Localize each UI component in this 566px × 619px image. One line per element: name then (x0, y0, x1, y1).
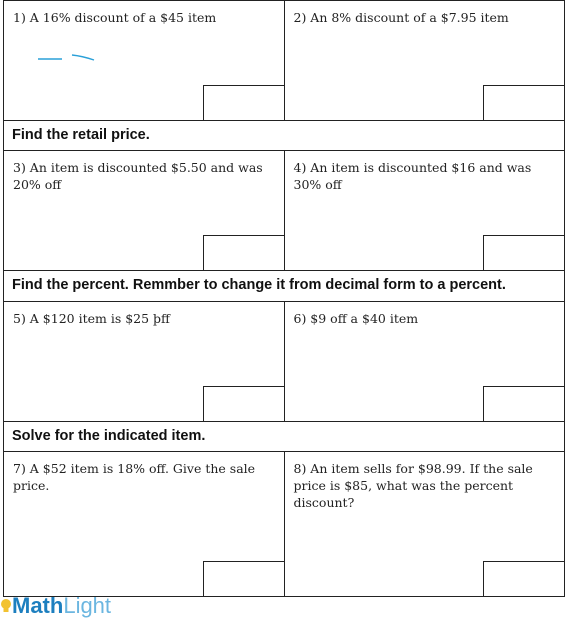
section-header-row-percent (3, 271, 565, 302)
problem-5-text: 5) A $120 item is $25 þff (13, 311, 170, 326)
problem-4-text: 4) An item is discounted $16 and was 30% off (293, 160, 532, 192)
problem-row-2 (3, 151, 565, 271)
section-header-row-retail (3, 121, 565, 151)
problem-row-1 (3, 0, 565, 121)
problem-row-3 (3, 302, 565, 422)
answer-box-4[interactable] (483, 235, 565, 271)
answer-box-2[interactable] (483, 85, 565, 121)
problem-cell-7 (4, 452, 284, 596)
problem-cell-4 (284, 151, 565, 270)
problem-row-4 (3, 452, 565, 597)
problem-cell-2 (284, 1, 565, 120)
section-header-row-solve (3, 422, 565, 452)
section-header-retail: Find the retail price. (12, 127, 150, 143)
problem-8-text: 8) An item sells for $98.99. If the sale price is $85, what was the percent discount? (293, 461, 533, 510)
problem-1-text: 1) A 16% discount of a $45 item (13, 10, 217, 25)
problem-2-text: 2) An 8% discount of a $7.95 item (293, 10, 509, 25)
problem-7-text: 7) A $52 item is 18% off. Give the sale price. (13, 461, 256, 493)
answer-box-3[interactable] (203, 235, 285, 271)
problem-cell-1 (4, 1, 284, 120)
mathlight-logo (0, 593, 112, 618)
handwritten-scribble (34, 51, 104, 65)
answer-box-1[interactable] (203, 85, 285, 121)
problem-cell-5 (4, 302, 284, 421)
lightbulb-icon (0, 596, 12, 616)
problem-cell-6 (284, 302, 565, 421)
section-header-solve: Solve for the indicated item. (12, 428, 206, 444)
logo-text-light: Light (63, 593, 112, 618)
answer-box-6[interactable] (483, 386, 565, 422)
problem-cell-8 (284, 452, 565, 596)
problem-3-text: 3) An item is discounted $5.50 and was 20% off (13, 160, 263, 192)
logo-text-math: Math (12, 593, 64, 618)
answer-box-5[interactable] (203, 386, 285, 422)
worksheet (3, 0, 565, 597)
section-header-percent: Find the percent. Remmber to change it from decimal form to a percent. (12, 277, 506, 293)
answer-box-8[interactable] (483, 561, 565, 597)
problem-6-text: 6) $9 off a $40 item (293, 311, 419, 326)
answer-box-7[interactable] (203, 561, 285, 597)
problem-cell-3 (4, 151, 284, 270)
